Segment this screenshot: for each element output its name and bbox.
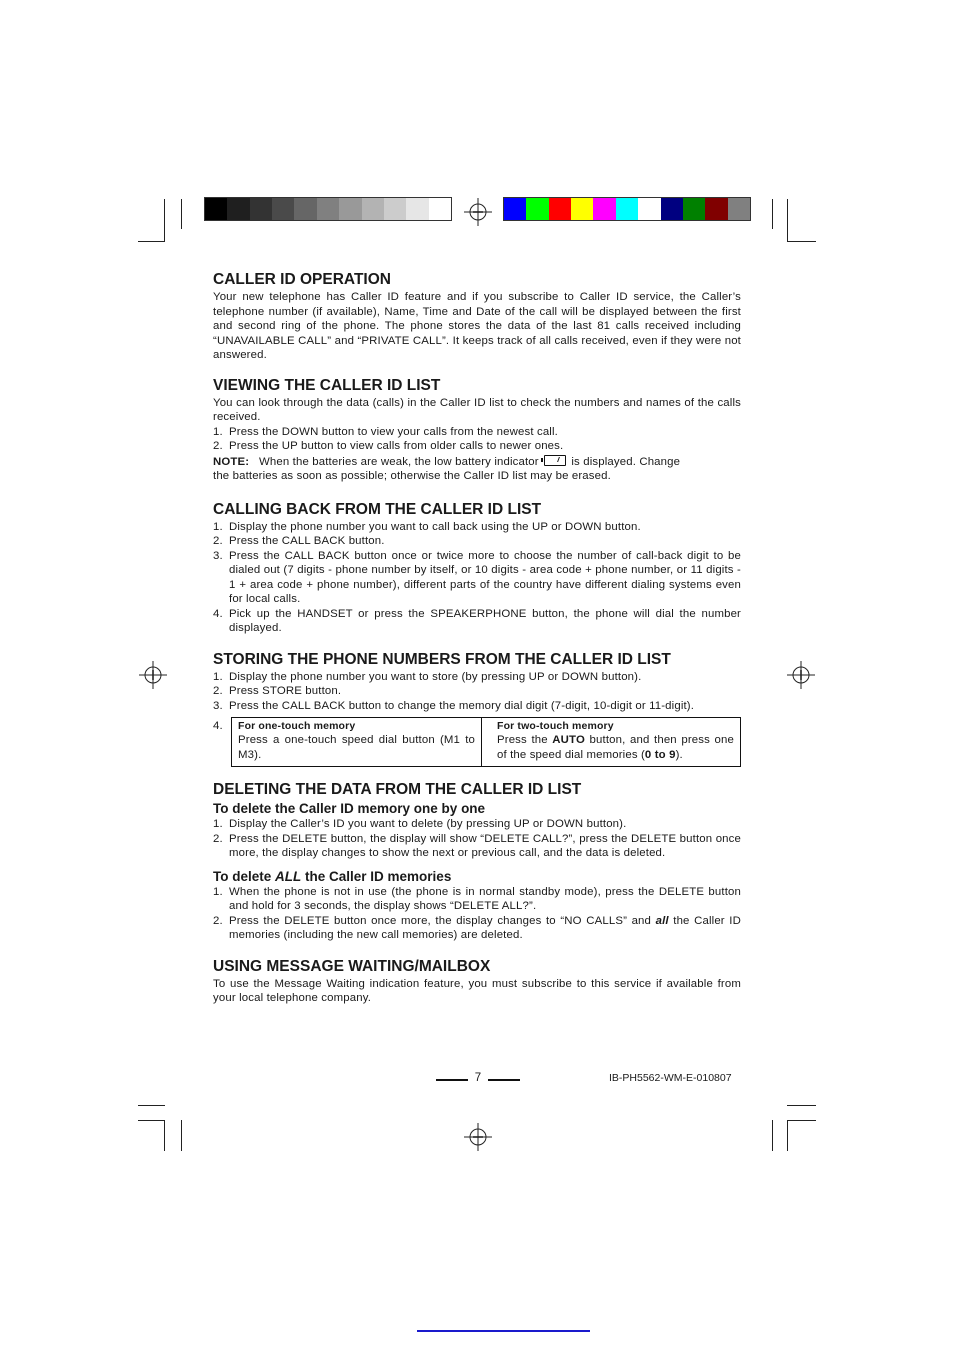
color-calibration-bar xyxy=(503,197,751,221)
color-swatch xyxy=(384,198,406,220)
color-swatch xyxy=(339,198,361,220)
section-intro: You can look through the data (calls) in the Caller ID list to check the numbers and names of the calls received. xyxy=(213,396,741,423)
color-swatch xyxy=(638,198,660,220)
list-item: 1. When the phone is not in use (the phone is in normal standby mode), press the DELETE button and hold for 3 seconds, the display shows “DELETE ALL?”. xyxy=(213,885,741,912)
one-touch-cell xyxy=(232,718,481,766)
section-body: To use the Message Waiting indication feature, you must subscribe to this service if available from your local telephone company. xyxy=(213,977,741,1004)
crop-mark xyxy=(787,241,816,242)
color-swatch xyxy=(526,198,548,220)
section-title: CALLING BACK FROM THE CALLER ID LIST xyxy=(213,500,542,518)
color-swatch xyxy=(661,198,683,220)
footer-rule xyxy=(488,1079,520,1081)
list-item: 3. Press the CALL BACK button to change the memory dial digit (7-digit, 10-digit or 11-digit). xyxy=(213,699,695,712)
color-swatch xyxy=(549,198,571,220)
note xyxy=(213,455,741,484)
registration-mark-icon xyxy=(464,1123,492,1151)
memory-options xyxy=(213,717,741,767)
cell-text: Press a one-touch speed dial button (M1 to M3). xyxy=(238,734,475,761)
low-battery-icon xyxy=(544,455,566,466)
color-swatch xyxy=(705,198,727,220)
crop-mark xyxy=(138,1105,165,1106)
color-swatch xyxy=(205,198,227,220)
color-swatch xyxy=(728,198,750,220)
document-code: IB-PH5562-WM-E-010807 xyxy=(609,1072,732,1084)
crop-mark xyxy=(181,199,182,229)
list-item: 3. Press the CALL BACK button once or twice more to choose the number of call-back digit to be dialed out (7 digits - phone number by itself, or 10 digits - area code + phone number, or 11 digits - 1 + area code + phone number), different parts of the country have different dialing systems even for local calls. xyxy=(213,549,741,605)
memory-table xyxy=(231,717,741,767)
page-content xyxy=(213,270,741,1006)
cell-text: Press the AUTO button, and then press one of the speed dial memories (0 to 9). xyxy=(497,734,734,761)
color-swatch xyxy=(571,198,593,220)
color-swatch xyxy=(362,198,384,220)
section-mailbox xyxy=(213,957,741,1006)
section-deleting xyxy=(213,780,741,943)
note-label: NOTE: xyxy=(213,455,250,468)
list-item: 2. Press STORE button. xyxy=(213,685,342,697)
crop-mark xyxy=(164,1120,165,1151)
registration-mark-icon xyxy=(139,661,167,689)
list-item: 1. Display the phone number you want to store (by pressing UP or DOWN button). xyxy=(213,670,642,683)
crop-mark xyxy=(138,1120,165,1121)
note-text: the batteries as soon as possible; otherwise the Caller ID list may be erased. xyxy=(213,470,611,482)
color-swatch xyxy=(317,198,339,220)
list-item: 4. Pick up the HANDSET or press the SPEAKERPHONE button, the phone will dial the number displayed. xyxy=(213,607,741,634)
color-swatch xyxy=(272,198,294,220)
section-title: STORING THE PHONE NUMBERS FROM THE CALLER ID LIST xyxy=(213,650,671,668)
registration-mark-icon xyxy=(787,661,815,689)
crop-mark xyxy=(787,1120,788,1151)
cell-heading: For one-touch memory xyxy=(238,720,356,732)
crop-mark xyxy=(772,1120,773,1151)
list-item: 2. Press the UP button to view calls from older calls to newer ones. xyxy=(213,440,564,452)
list-number: 4. xyxy=(213,720,223,732)
color-swatch xyxy=(593,198,615,220)
section-title: CALLER ID OPERATION xyxy=(213,271,391,288)
subsection-title: To delete ALL the Caller ID memories xyxy=(213,868,452,884)
section-calling-back xyxy=(213,500,741,636)
bottom-rule xyxy=(417,1330,590,1332)
color-swatch xyxy=(429,198,451,220)
section-caller-id-operation xyxy=(213,270,741,363)
color-swatch xyxy=(504,198,526,220)
crop-mark xyxy=(138,241,165,242)
section-storing xyxy=(213,650,741,768)
color-swatch xyxy=(250,198,272,220)
section-title: VIEWING THE CALLER ID LIST xyxy=(213,376,441,394)
color-swatch xyxy=(406,198,428,220)
color-swatch xyxy=(294,198,316,220)
list-item: 1. Display the Caller’s ID you want to delete (by pressing UP or DOWN button). xyxy=(213,818,627,830)
crop-mark xyxy=(164,199,165,242)
color-swatch xyxy=(683,198,705,220)
grayscale-calibration-bar xyxy=(204,197,452,221)
two-touch-cell xyxy=(481,718,740,766)
section-title: DELETING THE DATA FROM THE CALLER ID LIST xyxy=(213,781,582,798)
note-text: When the batteries are weak, the low battery indicator is displayed. Change xyxy=(259,455,681,468)
subsection-title: To delete the Caller ID memory one by one xyxy=(213,801,486,816)
page-number: 7 xyxy=(474,1072,482,1084)
color-swatch xyxy=(616,198,638,220)
crop-mark xyxy=(787,199,788,242)
crop-mark xyxy=(787,1120,816,1121)
list-item: 2. Press the CALL BACK button. xyxy=(213,535,385,547)
color-swatch xyxy=(227,198,249,220)
list-item: 1. Press the DOWN button to view your calls from the newest call. xyxy=(213,425,558,438)
registration-mark-icon xyxy=(464,198,492,226)
section-body: Your new telephone has Caller ID feature and if you subscribe to Caller ID service, the Caller’s telephone number (if available), Name, Time and Date of the call will be displayed between the first and second ring of the phone. The phone stores the data of the last 81 calls received including “UNAVAILABLE CALL” and “PRIVATE CALL”. It keeps track of all calls received, even if they were not answered. xyxy=(213,291,741,361)
crop-mark xyxy=(772,199,773,229)
cell-heading: For two-touch memory xyxy=(497,720,614,732)
section-viewing xyxy=(213,376,741,484)
section-title: USING MESSAGE WAITING/MAILBOX xyxy=(213,957,491,975)
list-item: 2. Press the DELETE button, the display will show “DELETE CALL?”, press the DELETE button once more, the display changes to show the next or previous call, and the data is deleted. xyxy=(213,832,741,859)
list-item: 2. Press the DELETE button once more, the display changes to “NO CALLS” and all the Caller ID memories (including the new call memories) are deleted. xyxy=(213,914,741,941)
crop-mark xyxy=(181,1120,182,1151)
list-item: 1. Display the phone number you want to call back using the UP or DOWN button. xyxy=(213,520,641,533)
crop-mark xyxy=(787,1105,816,1106)
